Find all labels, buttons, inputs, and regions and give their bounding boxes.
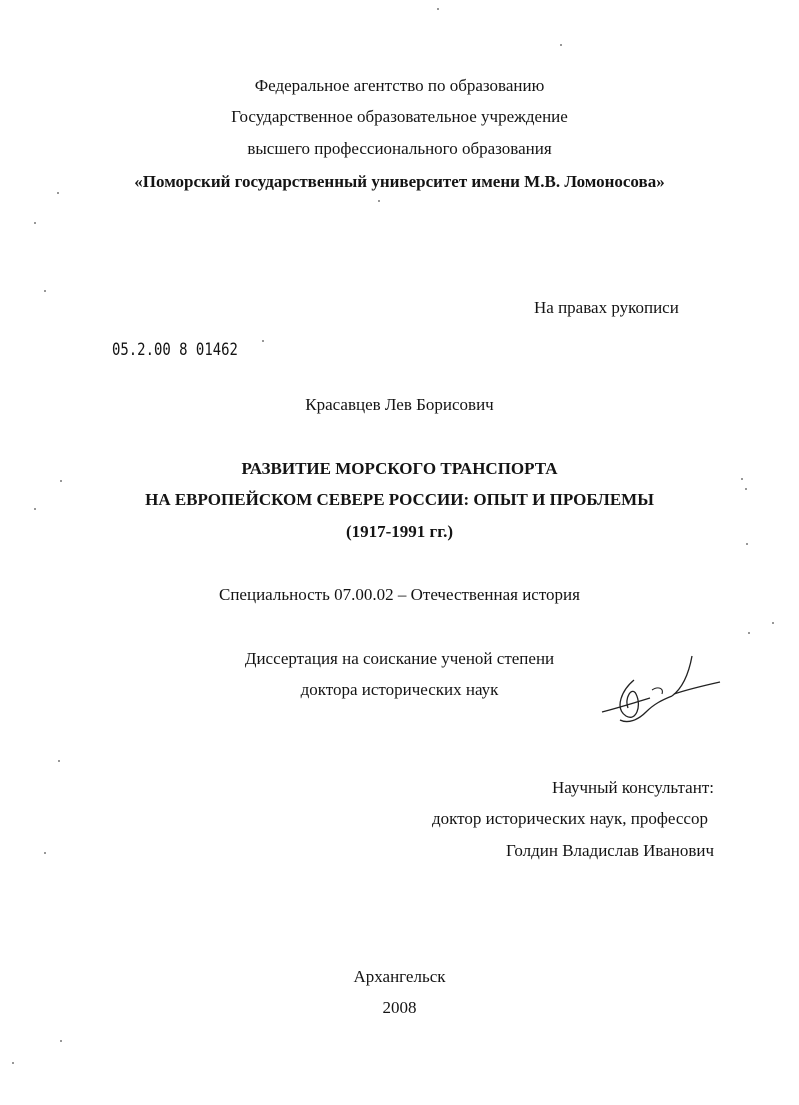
scan-speck <box>12 1062 14 1064</box>
dissertation-line-1: Диссертация на соискание ученой степени <box>244 649 555 668</box>
city: Архангельск <box>353 967 446 986</box>
specialty-line: Специальность 07.00.02 – Отечественная история <box>219 585 580 604</box>
scan-speck <box>60 1040 62 1042</box>
scan-speck <box>437 8 439 10</box>
scan-speck <box>745 488 747 490</box>
handwritten-signature <box>592 650 732 730</box>
scan-speck <box>772 622 774 624</box>
agency-line: Федеральное агентство по образованию <box>254 76 545 95</box>
dissertation-line-2: доктора исторических наук <box>300 680 499 699</box>
scan-speck <box>741 478 743 480</box>
title-line-2: НА ЕВРОПЕЙСКОМ СЕВЕРЕ РОССИИ: ОПЫТ И ПРОБЛЕМЫ <box>145 490 654 509</box>
scan-speck <box>44 290 46 292</box>
scan-speck <box>34 222 36 224</box>
scan-speck <box>57 192 59 194</box>
scan-speck <box>262 340 264 342</box>
scan-speck <box>58 760 60 762</box>
title-line-1: РАЗВИТИЕ МОРСКОГО ТРАНСПОРТА <box>241 459 558 478</box>
author-name: Красавцев Лев Борисович <box>305 395 494 414</box>
scan-speck <box>34 508 36 510</box>
title-line-3: (1917-1991 гг.) <box>345 522 453 541</box>
institution-type-line: Государственное образовательное учреждение <box>231 107 568 126</box>
university-name: «Поморский государственный университет имени М.В. Ломоносова» <box>134 172 665 191</box>
education-level-line: высшего профессионального образования <box>247 139 552 158</box>
scan-speck <box>378 200 380 202</box>
manuscript-note: На правах рукописи <box>534 298 679 317</box>
scan-speck <box>748 632 750 634</box>
year: 2008 <box>382 998 417 1017</box>
scan-speck <box>560 44 562 46</box>
scan-speck <box>746 543 748 545</box>
scan-speck <box>60 480 62 482</box>
advisor-label: Научный консультант: <box>552 778 714 797</box>
advisor-name: Голдин Владислав Иванович <box>506 841 715 860</box>
advisor-degree: доктор исторических наук, профессор <box>432 809 708 828</box>
catalog-stamp: 05.2.00 8 01462 <box>112 340 238 360</box>
scan-speck <box>44 852 46 854</box>
